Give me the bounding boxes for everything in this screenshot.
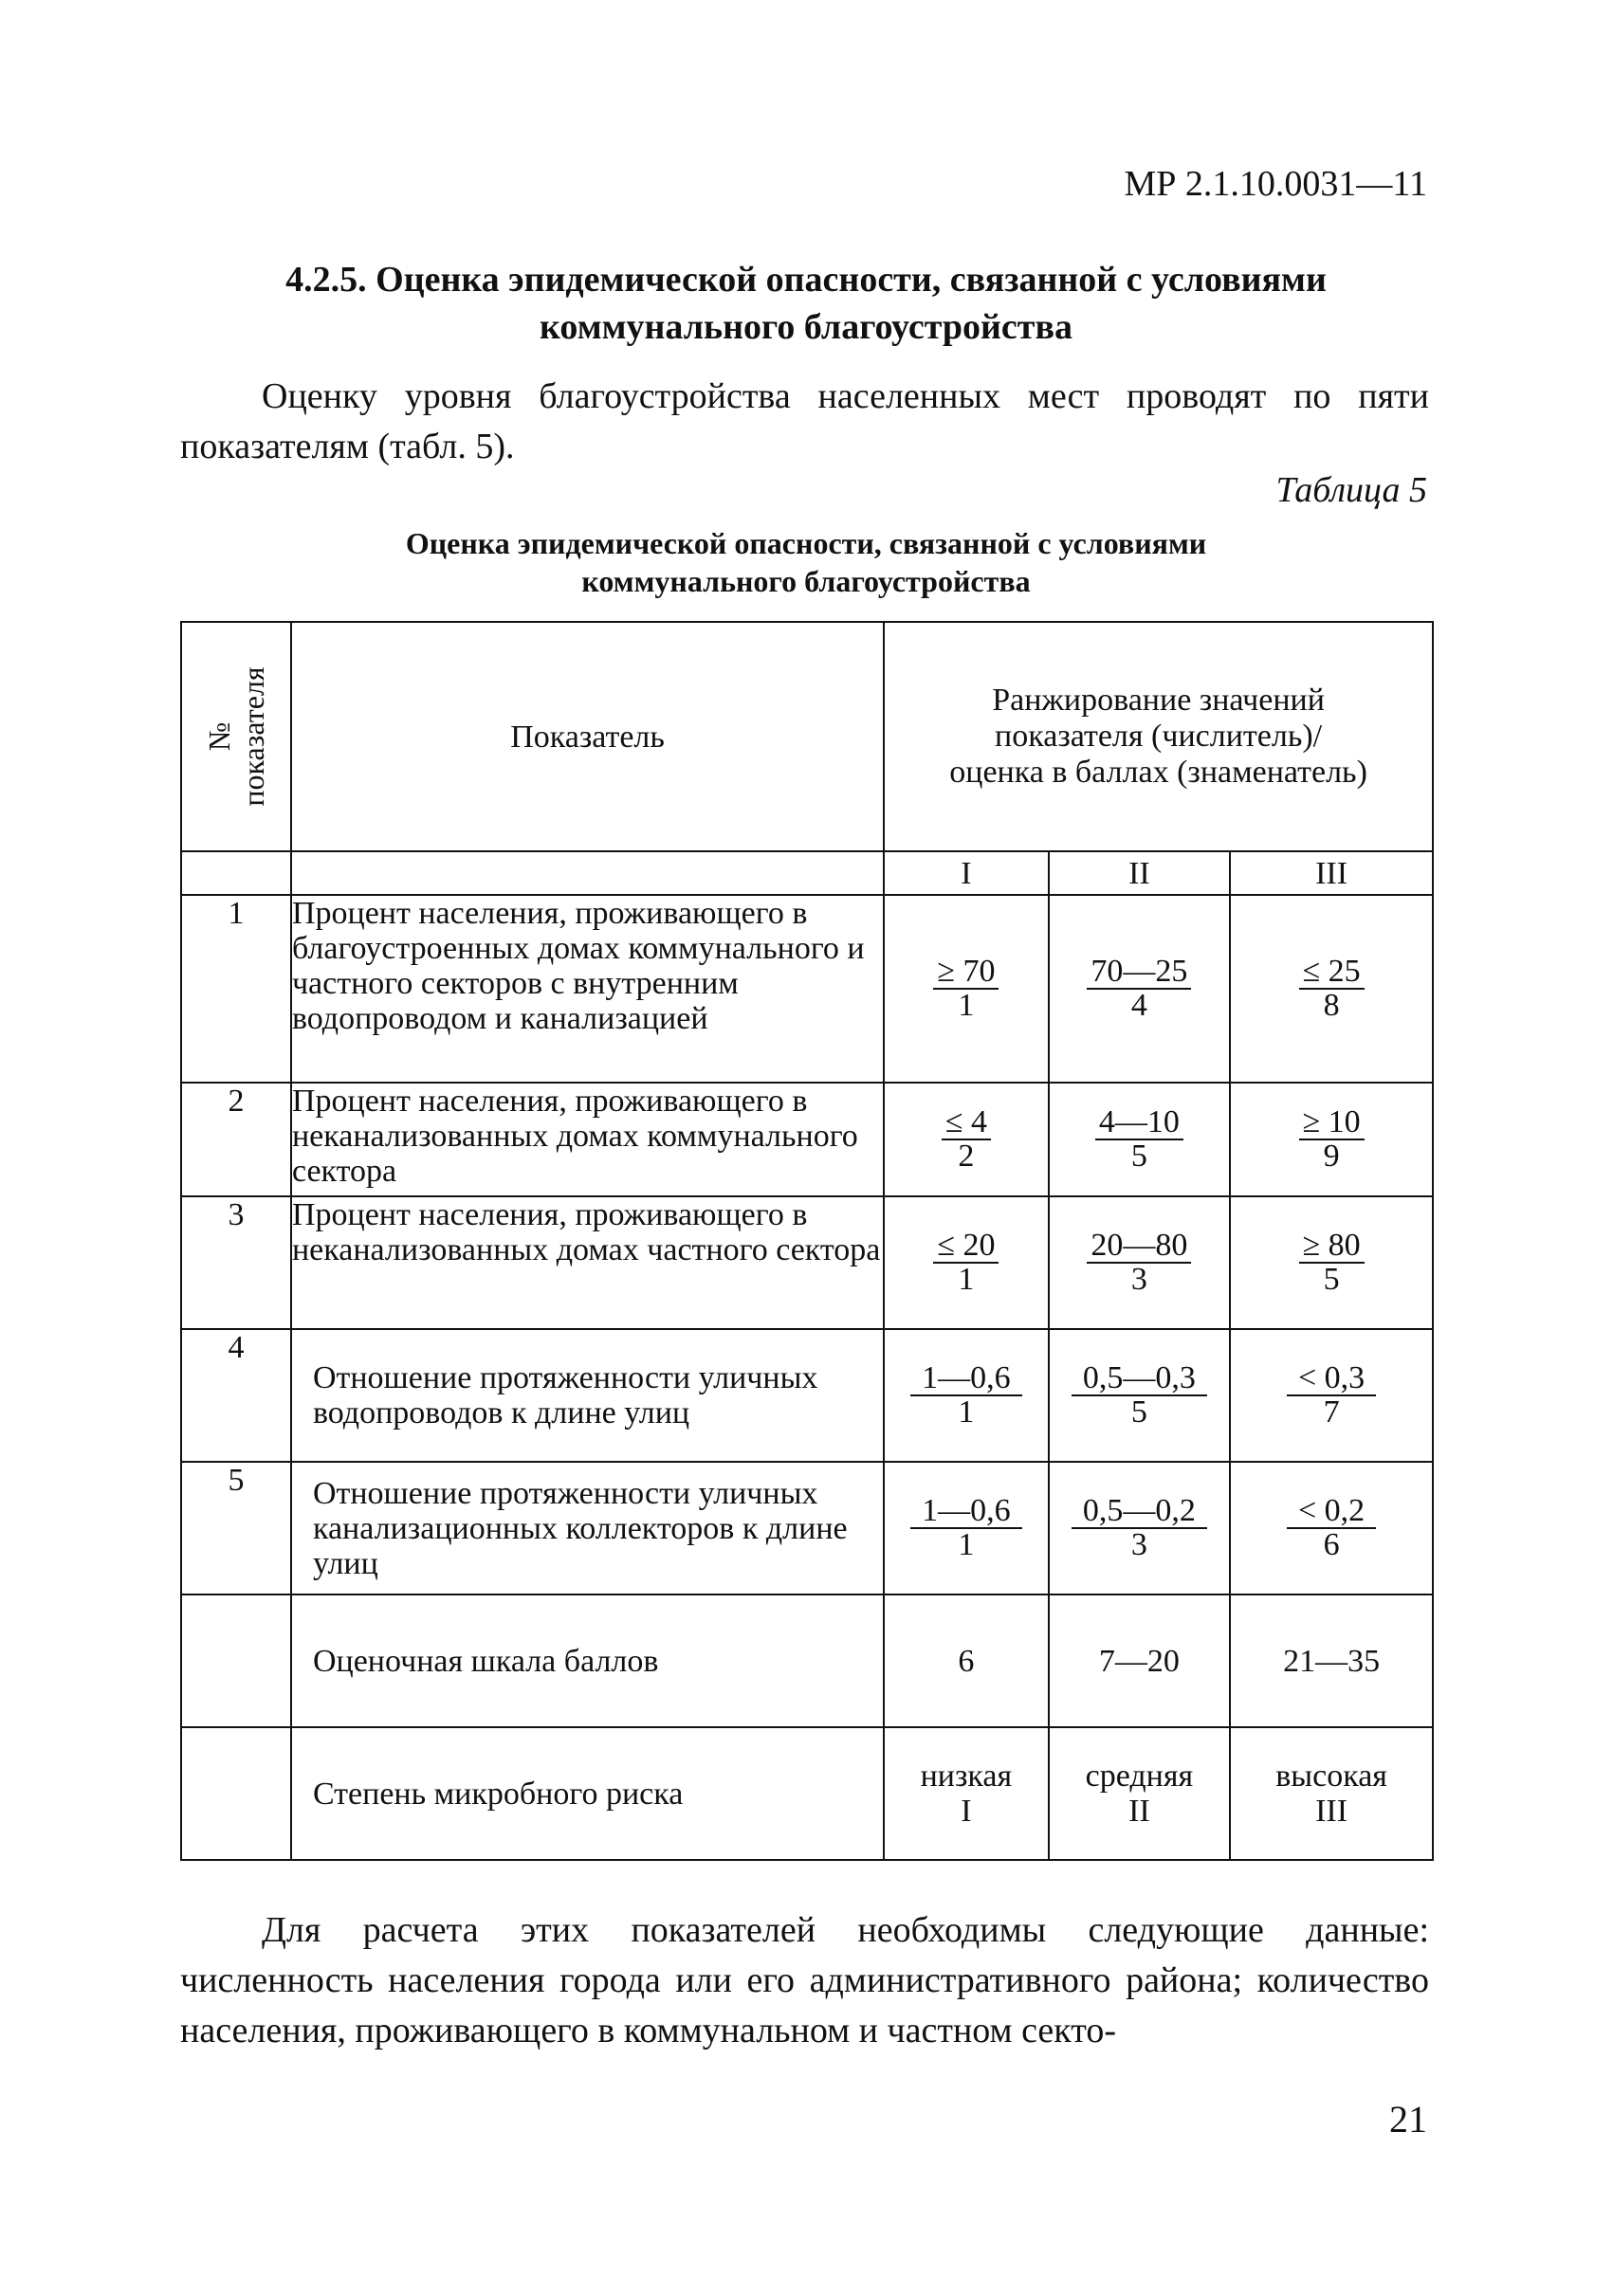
fraction — [1087, 953, 1191, 1023]
row-indicator: Отношение протяженности уличных водопроводов к длине улиц — [291, 1329, 884, 1462]
risk-roman: III — [1315, 1794, 1348, 1829]
fraction-denominator: 3 — [1130, 1526, 1147, 1562]
fraction — [1299, 1103, 1365, 1174]
fraction — [1095, 1103, 1183, 1174]
fraction-denominator: 9 — [1323, 1138, 1340, 1174]
fraction-numerator: ≤ 20 — [933, 1230, 999, 1264]
fraction-denominator: 1 — [958, 1261, 975, 1297]
fraction-denominator: 5 — [1323, 1261, 1340, 1297]
fraction-numerator: 70—25 — [1087, 956, 1191, 990]
fraction-denominator: 2 — [958, 1138, 975, 1174]
row-number: 2 — [181, 1083, 291, 1196]
rank-cell — [1049, 895, 1231, 1083]
scale-value: 6 — [884, 1594, 1048, 1727]
fraction — [1087, 1227, 1191, 1297]
rank-header-row — [181, 851, 1433, 895]
header-number-rotated — [202, 666, 270, 806]
fraction-numerator: < 0,3 — [1287, 1362, 1376, 1396]
fraction-denominator: 6 — [1323, 1526, 1340, 1562]
fraction-numerator: 4—10 — [1095, 1106, 1183, 1140]
row-indicator: Процент населения, проживающего в неканализованных домах коммунального сектора — [291, 1083, 884, 1196]
risk-value — [884, 1727, 1048, 1860]
risk-value — [1230, 1727, 1433, 1860]
fraction-denominator: 5 — [1130, 1394, 1147, 1430]
fraction — [910, 1359, 1022, 1430]
rank-cell — [1230, 895, 1433, 1083]
rank-cell — [884, 1196, 1048, 1329]
rank-header-empty — [181, 851, 291, 895]
risk-row-number — [181, 1727, 291, 1860]
fraction — [910, 1492, 1022, 1562]
row-number: 3 — [181, 1196, 291, 1329]
fraction-denominator: 5 — [1130, 1138, 1147, 1174]
table-title-line1: Оценка эпидемической опасности, связанной с условиями — [405, 526, 1207, 560]
row-indicator: Процент населения, проживающего в неканализованных домах частного сектора — [291, 1196, 884, 1329]
row-number: 5 — [181, 1462, 291, 1594]
header-indicator: Показатель — [291, 622, 884, 851]
fraction-numerator: 1—0,6 — [910, 1362, 1022, 1396]
fraction — [1287, 1359, 1376, 1430]
scale-row-number — [181, 1594, 291, 1727]
closing-paragraph: Для расчета этих показателей необходимы следующие данные: численность населения города или его административного района; количество населения, проживающего в коммунальном и частном секто- — [180, 1910, 1429, 2050]
table-row — [181, 1462, 1433, 1594]
scale-value: 7—20 — [1049, 1594, 1231, 1727]
intro-paragraph: Оценку уровня благоустройства населенных мест проводят по пяти показателям (табл. 5). — [180, 376, 1429, 466]
fraction-numerator: ≤ 25 — [1299, 956, 1365, 990]
indicators-table — [180, 621, 1434, 1861]
rank-header-3: III — [1230, 851, 1433, 895]
fraction — [942, 1103, 991, 1174]
rank-cell — [1049, 1462, 1231, 1594]
fraction-numerator: ≥ 80 — [1299, 1230, 1365, 1264]
scale-value: 21—35 — [1230, 1594, 1433, 1727]
table-label: Таблица 5 — [1275, 470, 1427, 510]
fraction — [933, 953, 999, 1023]
rank-cell — [1230, 1462, 1433, 1594]
fraction-numerator: 20—80 — [1087, 1230, 1191, 1264]
fraction-denominator: 1 — [958, 1526, 975, 1562]
risk-word: высокая — [1275, 1758, 1387, 1794]
page-number: 21 — [1389, 2098, 1427, 2141]
risk-value — [1049, 1727, 1231, 1860]
rank-cell — [884, 1329, 1048, 1462]
rank-header-1: I — [884, 851, 1048, 895]
fraction-denominator: 3 — [1130, 1261, 1147, 1297]
fraction — [1072, 1492, 1207, 1562]
header-ranking — [884, 622, 1433, 851]
fraction-numerator: 0,5—0,3 — [1072, 1362, 1207, 1396]
fraction-denominator: 1 — [958, 1394, 975, 1430]
document-code: МР 2.1.10.0031—11 — [1124, 164, 1427, 204]
fraction-numerator: 1—0,6 — [910, 1495, 1022, 1529]
rank-cell — [884, 1083, 1048, 1196]
table-title-line2: коммунального благоустройства — [581, 564, 1031, 598]
fraction-numerator: < 0,2 — [1287, 1495, 1376, 1529]
rank-cell — [1049, 1196, 1231, 1329]
fraction-denominator: 8 — [1323, 987, 1340, 1023]
risk-row — [181, 1727, 1433, 1860]
table-row — [181, 1083, 1433, 1196]
fraction — [1072, 1359, 1207, 1430]
rank-cell — [1230, 1196, 1433, 1329]
header-ranking-line1: Ранжирование значений — [992, 683, 1325, 718]
row-indicator: Процент населения, проживающего в благоустроенных домах коммунального и частного секторов с внутренним водопроводом и канализацией — [291, 895, 884, 1083]
risk-roman: I — [961, 1794, 972, 1829]
rank-header-empty — [291, 851, 884, 895]
rank-cell — [1230, 1329, 1433, 1462]
rank-cell — [1049, 1329, 1231, 1462]
rank-cell — [884, 895, 1048, 1083]
fraction — [1287, 1492, 1376, 1562]
section-heading — [180, 256, 1432, 351]
table-row — [181, 1329, 1433, 1462]
table-row — [181, 1196, 1433, 1329]
rank-header-2: II — [1049, 851, 1231, 895]
rank-cell — [1230, 1083, 1433, 1196]
fraction-denominator: 4 — [1130, 987, 1147, 1023]
scale-row — [181, 1594, 1433, 1727]
header-number-cell — [181, 622, 291, 851]
fraction-numerator: ≥ 70 — [933, 956, 999, 990]
rank-cell — [884, 1462, 1048, 1594]
risk-roman: II — [1128, 1794, 1150, 1829]
fraction-numerator: ≥ 10 — [1299, 1106, 1365, 1140]
fraction — [1299, 1227, 1365, 1297]
row-indicator: Отношение протяженности уличных канализационных коллекторов к длине улиц — [291, 1462, 884, 1594]
fraction-numerator: 0,5—0,2 — [1072, 1495, 1207, 1529]
section-heading-line2: коммунального благоустройства — [540, 307, 1072, 347]
header-ranking-line2: показателя (числитель)/ — [995, 719, 1323, 754]
risk-row-label: Степень микробного риска — [291, 1727, 884, 1860]
scale-row-label: Оценочная шкала баллов — [291, 1594, 884, 1727]
fraction-denominator: 1 — [958, 987, 975, 1023]
header-number-symbol: № — [201, 721, 236, 752]
row-number: 4 — [181, 1329, 291, 1462]
rank-cell — [1049, 1083, 1231, 1196]
header-number-label: показателя — [235, 666, 270, 807]
table-row — [181, 895, 1433, 1083]
table-title — [180, 524, 1432, 600]
fraction-numerator: ≤ 4 — [942, 1106, 991, 1140]
row-number: 1 — [181, 895, 291, 1083]
risk-word: низкая — [920, 1758, 1013, 1794]
fraction-denominator: 7 — [1323, 1394, 1340, 1430]
fraction — [933, 1227, 999, 1297]
risk-word: средняя — [1085, 1758, 1194, 1794]
fraction — [1299, 953, 1365, 1023]
header-ranking-line3: оценка в баллах (знаменатель) — [949, 755, 1367, 790]
section-heading-line1: 4.2.5. Оценка эпидемической опасности, связанной с условиями — [285, 260, 1327, 300]
table-header-row — [181, 622, 1433, 851]
